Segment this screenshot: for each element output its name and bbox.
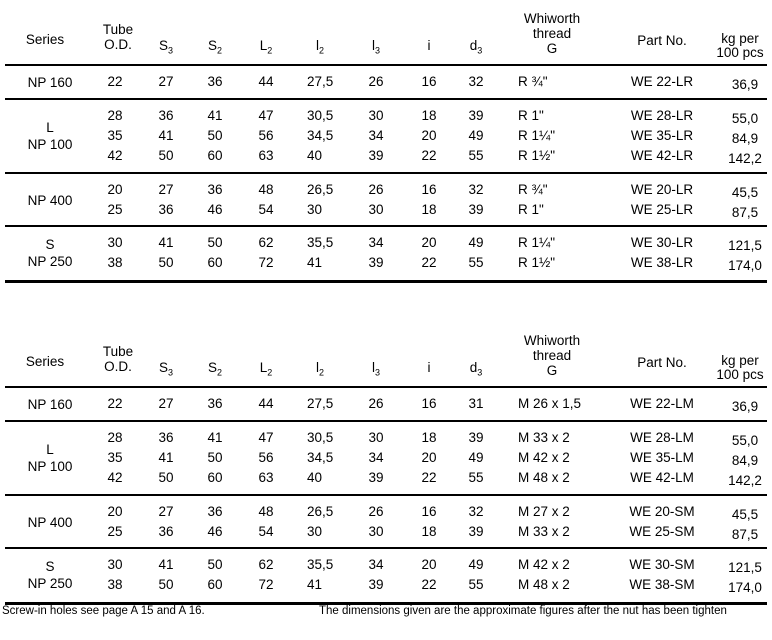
cell-L2: 62	[258, 557, 274, 572]
cell-l3: 34	[368, 235, 384, 250]
cell-s2: 36	[207, 504, 223, 519]
header-L2-symbol: L	[259, 360, 268, 375]
cell-l3: 34	[368, 450, 384, 465]
cell-s3: 27	[158, 182, 174, 197]
cell-thread: R 1½"	[518, 255, 556, 270]
header-L2	[260, 38, 273, 59]
cell-l2: 30	[307, 202, 323, 217]
header-l3	[372, 360, 380, 381]
table-rule	[5, 386, 767, 388]
cell-s3: 50	[158, 255, 174, 270]
header-l3-symbol: l	[371, 38, 375, 53]
cell-kg: 36,9	[731, 77, 759, 92]
cell-l3: 30	[368, 524, 384, 539]
table-rule	[5, 280, 767, 283]
cell-thread: M 26 x 1,5	[518, 396, 582, 411]
cell-s2: 60	[207, 255, 223, 270]
cell-tube: 20	[107, 182, 123, 197]
series-label: NP 250	[27, 254, 73, 269]
header-s3-symbol: S	[158, 360, 168, 375]
cell-thread: R 1"	[518, 108, 544, 123]
cell-L2: 72	[258, 577, 274, 592]
cell-tube: 38	[107, 577, 123, 592]
cell-part-no: WE 30-SM	[629, 557, 695, 572]
cell-L2: 48	[258, 182, 274, 197]
cell-i: 22	[421, 577, 437, 592]
cell-thread: R 1"	[518, 202, 544, 217]
header-l3-subscript: 3	[374, 45, 381, 56]
cell-kg: 121,5	[728, 560, 762, 575]
cell-s2: 36	[207, 74, 223, 89]
cell-kg: 45,5	[731, 507, 759, 522]
cell-l2: 41	[307, 577, 323, 592]
cell-l2: 30,5	[307, 430, 334, 445]
cell-i: 22	[421, 148, 437, 163]
series-label: NP 100	[27, 137, 73, 152]
cell-kg: 142,2	[728, 151, 762, 166]
cell-s3: 36	[158, 202, 174, 217]
cell-i: 18	[421, 524, 437, 539]
header-l2	[316, 360, 324, 381]
cell-tube: 20	[107, 504, 123, 519]
series-label: NP 400	[27, 514, 73, 530]
header-d3-symbol: d	[469, 38, 478, 53]
cell-kg: 87,5	[731, 205, 759, 220]
header-l2-symbol: l	[315, 360, 319, 375]
cell-L2: 63	[258, 148, 274, 163]
cell-l3: 26	[368, 504, 384, 519]
cell-s2: 36	[207, 396, 223, 411]
cell-d3: 49	[468, 128, 484, 143]
cell-i: 20	[421, 235, 437, 250]
cell-s2: 50	[207, 128, 223, 143]
cell-L2: 63	[258, 470, 274, 485]
series-label: S	[45, 237, 55, 252]
cell-tube: 30	[107, 557, 123, 572]
cell-d3: 39	[468, 524, 484, 539]
header-thread-line1: Whiworth	[523, 11, 581, 26]
cell-kg: 45,5	[731, 185, 759, 200]
cell-s3: 27	[158, 74, 174, 89]
cell-thread: M 48 x 2	[518, 577, 570, 592]
header-tube-line2: O.D.	[104, 359, 132, 374]
footer-note-left: Screw-in holes see page A 15 and A 16.	[2, 605, 205, 617]
cell-l2: 26,5	[307, 504, 334, 519]
cell-l3: 39	[368, 470, 384, 485]
header-tube-line2: O.D.	[104, 37, 132, 52]
cell-kg: 84,9	[731, 131, 759, 146]
header-s2-subscript: 2	[217, 45, 223, 56]
cell-s2: 60	[207, 470, 223, 485]
cell-part-no: WE 28-LR	[630, 108, 694, 123]
header-d3-subscript: 3	[477, 45, 483, 56]
table-rule	[5, 98, 767, 100]
cell-l2: 27,5	[307, 396, 334, 411]
cell-kg: 55,0	[731, 433, 759, 448]
cell-L2: 48	[258, 504, 274, 519]
header-thread-line2: thread	[532, 348, 572, 363]
header-s2-symbol: S	[207, 38, 217, 53]
cell-d3: 55	[468, 577, 484, 592]
cell-l3: 26	[368, 396, 384, 411]
cell-d3: 55	[468, 148, 484, 163]
cell-s2: 46	[207, 202, 223, 217]
cell-thread: M 33 x 2	[518, 430, 570, 445]
cell-part-no: WE 42-LM	[630, 470, 694, 485]
cell-tube: 38	[107, 255, 123, 270]
cell-tube: 25	[107, 524, 123, 539]
cell-part-no: WE 38-SM	[629, 577, 695, 592]
cell-l3: 30	[368, 430, 384, 445]
header-l2-subscript: 2	[318, 45, 325, 56]
cell-s3: 41	[158, 557, 174, 572]
cell-l2: 30	[307, 524, 323, 539]
header-d3-subscript: 3	[477, 367, 483, 378]
cell-tube: 30	[107, 235, 123, 250]
cell-L2: 56	[258, 450, 274, 465]
table-rule	[5, 172, 767, 174]
series-label: NP 400	[27, 192, 73, 208]
cell-s3: 36	[158, 524, 174, 539]
header-l2-symbol: l	[315, 38, 319, 53]
header-thread-line3: G	[546, 41, 558, 56]
cell-l2: 30,5	[307, 108, 334, 123]
cell-s2: 41	[207, 430, 223, 445]
cell-l2: 41	[307, 255, 323, 270]
cell-s2: 60	[207, 148, 223, 163]
cell-kg: 174,0	[728, 258, 762, 273]
cell-l2: 27,5	[307, 74, 334, 89]
table-rule	[5, 420, 767, 422]
cell-l3: 26	[368, 182, 384, 197]
cell-l3: 39	[368, 148, 384, 163]
cell-s2: 60	[207, 577, 223, 592]
header-l3	[372, 38, 380, 59]
cell-kg: 142,2	[728, 473, 762, 488]
cell-i: 20	[421, 557, 437, 572]
cell-i: 22	[421, 470, 437, 485]
header-part-no: Part No.	[637, 33, 687, 48]
cell-d3: 32	[468, 74, 484, 89]
cell-i: 18	[421, 430, 437, 445]
cell-tube: 35	[107, 128, 123, 143]
table-rule	[5, 494, 767, 496]
header-series: Series	[25, 354, 65, 369]
cell-thread: R 1¼"	[518, 128, 556, 143]
header-s2-symbol: S	[207, 360, 217, 375]
cell-kg: 174,0	[728, 580, 762, 595]
cell-s3: 36	[158, 108, 174, 123]
cell-d3: 49	[468, 557, 484, 572]
cell-l3: 30	[368, 202, 384, 217]
cell-l2: 34,5	[307, 450, 334, 465]
cell-l3: 39	[368, 255, 384, 270]
series-label: NP 250	[27, 576, 73, 591]
cell-thread: M 48 x 2	[518, 470, 570, 485]
cell-s2: 36	[207, 182, 223, 197]
header-s3-subscript: 3	[168, 45, 174, 56]
cell-d3: 32	[468, 504, 484, 519]
cell-tube: 28	[107, 430, 123, 445]
cell-part-no: WE 35-LR	[630, 128, 694, 143]
header-s2	[208, 38, 222, 59]
header-l3-symbol: l	[371, 360, 375, 375]
header-l2	[316, 38, 324, 59]
cell-l3: 26	[368, 74, 384, 89]
series-label: NP 100	[27, 459, 73, 474]
cell-thread: M 42 x 2	[518, 450, 570, 465]
cell-i: 20	[421, 128, 437, 143]
cell-l3: 30	[368, 108, 384, 123]
cell-d3: 39	[468, 108, 484, 123]
cell-d3: 49	[468, 235, 484, 250]
header-L2-symbol: L	[259, 38, 268, 53]
header-d3	[470, 38, 483, 59]
header-tube-line1: Tube	[102, 22, 134, 37]
cell-s3: 50	[158, 577, 174, 592]
header-i: i	[427, 360, 431, 375]
header-l2-subscript: 2	[318, 367, 325, 378]
cell-i: 16	[421, 396, 437, 411]
cell-L2: 54	[258, 202, 274, 217]
series-label: S	[45, 559, 55, 574]
table-rule	[5, 225, 767, 227]
cell-d3: 32	[468, 182, 484, 197]
cell-thread: R 1¼"	[518, 235, 556, 250]
header-s3	[159, 38, 173, 59]
cell-s2: 46	[207, 524, 223, 539]
cell-l2: 35,5	[307, 235, 334, 250]
cell-L2: 72	[258, 255, 274, 270]
cell-i: 16	[421, 74, 437, 89]
cell-part-no: WE 20-SM	[629, 504, 695, 519]
cell-d3: 31	[468, 396, 484, 411]
cell-kg: 36,9	[731, 399, 759, 414]
cell-part-no: WE 25-SM	[629, 524, 695, 539]
cell-tube: 25	[107, 202, 123, 217]
header-s2	[208, 360, 222, 381]
cell-s3: 50	[158, 470, 174, 485]
series-label: L	[46, 120, 54, 135]
cell-d3: 55	[468, 470, 484, 485]
table-rule	[5, 547, 767, 549]
cell-L2: 47	[258, 430, 274, 445]
cell-s3: 41	[158, 128, 174, 143]
cell-thread: M 33 x 2	[518, 524, 570, 539]
cell-part-no: WE 22-LM	[630, 396, 694, 411]
header-d3-symbol: d	[469, 360, 478, 375]
cell-L2: 44	[258, 396, 274, 411]
cell-d3: 39	[468, 430, 484, 445]
header-s3-subscript: 3	[168, 367, 174, 378]
cell-l2: 34,5	[307, 128, 334, 143]
cell-part-no: WE 38-LR	[630, 255, 694, 270]
header-L2-subscript: 2	[267, 45, 273, 56]
cell-l3: 39	[368, 577, 384, 592]
cell-part-no: WE 22-LR	[630, 74, 694, 89]
cell-part-no: WE 20-LR	[630, 182, 694, 197]
series-label: NP 160	[27, 396, 73, 412]
cell-tube: 22	[107, 396, 123, 411]
header-tube-line1: Tube	[102, 344, 134, 359]
cell-i: 18	[421, 202, 437, 217]
cell-part-no: WE 28-LM	[630, 430, 694, 445]
cell-i: 22	[421, 255, 437, 270]
cell-i: 18	[421, 108, 437, 123]
header-thread-line1: Whiworth	[523, 333, 581, 348]
cell-l2: 26,5	[307, 182, 334, 197]
cell-L2: 62	[258, 235, 274, 250]
header-L2-subscript: 2	[267, 367, 273, 378]
cell-s3: 27	[158, 504, 174, 519]
header-l3-subscript: 3	[374, 367, 381, 378]
cell-s2: 50	[207, 450, 223, 465]
cell-thread: M 42 x 2	[518, 557, 570, 572]
header-kg-line2: 100 pcs	[716, 367, 764, 382]
header-s2-subscript: 2	[217, 367, 223, 378]
header-thread-line3: G	[546, 363, 558, 378]
cell-tube: 22	[107, 74, 123, 89]
header-d3	[470, 360, 483, 381]
cell-l3: 34	[368, 128, 384, 143]
cell-s2: 41	[207, 108, 223, 123]
header-thread-line2: thread	[532, 26, 572, 41]
cell-s3: 27	[158, 396, 174, 411]
header-s3	[159, 360, 173, 381]
cell-part-no: WE 25-LR	[630, 202, 694, 217]
cell-kg: 121,5	[728, 238, 762, 253]
cell-part-no: WE 30-LR	[630, 235, 694, 250]
cell-s2: 50	[207, 557, 223, 572]
header-kg-line1: kg per	[721, 31, 759, 46]
cell-L2: 54	[258, 524, 274, 539]
cell-L2: 44	[258, 74, 274, 89]
cell-d3: 49	[468, 450, 484, 465]
cell-l2: 40	[307, 470, 323, 485]
cell-kg: 87,5	[731, 527, 759, 542]
cell-d3: 39	[468, 202, 484, 217]
series-label: NP 160	[27, 74, 73, 90]
cell-L2: 47	[258, 108, 274, 123]
cell-part-no: WE 35-LM	[630, 450, 694, 465]
cell-tube: 42	[107, 148, 123, 163]
cell-s3: 41	[158, 450, 174, 465]
cell-L2: 56	[258, 128, 274, 143]
cell-d3: 55	[468, 255, 484, 270]
cell-s2: 50	[207, 235, 223, 250]
cell-tube: 35	[107, 450, 123, 465]
cell-thread: R ¾"	[518, 74, 548, 89]
table-rule	[5, 64, 767, 66]
cell-s3: 50	[158, 148, 174, 163]
cell-thread: M 27 x 2	[518, 504, 570, 519]
cell-i: 16	[421, 182, 437, 197]
cell-i: 16	[421, 504, 437, 519]
cell-l2: 40	[307, 148, 323, 163]
cell-kg: 55,0	[731, 111, 759, 126]
header-s3-symbol: S	[158, 38, 168, 53]
cell-l3: 34	[368, 557, 384, 572]
header-series: Series	[25, 32, 65, 47]
cell-kg: 84,9	[731, 453, 759, 468]
header-kg-line2: 100 pcs	[716, 45, 764, 60]
header-kg-line1: kg per	[721, 353, 759, 368]
cell-part-no: WE 42-LR	[630, 148, 694, 163]
cell-l2: 35,5	[307, 557, 334, 572]
cell-thread: R ¾"	[518, 182, 548, 197]
cell-tube: 42	[107, 470, 123, 485]
header-part-no: Part No.	[637, 355, 687, 370]
header-i: i	[427, 38, 431, 53]
cell-thread: R 1½"	[518, 148, 556, 163]
cell-s3: 36	[158, 430, 174, 445]
header-L2	[260, 360, 273, 381]
series-label: L	[46, 442, 54, 457]
cell-s3: 41	[158, 235, 174, 250]
cell-i: 20	[421, 450, 437, 465]
cell-tube: 28	[107, 108, 123, 123]
footer-note-right: The dimensions given are the approximate figures after the nut has been tighten	[319, 605, 727, 617]
